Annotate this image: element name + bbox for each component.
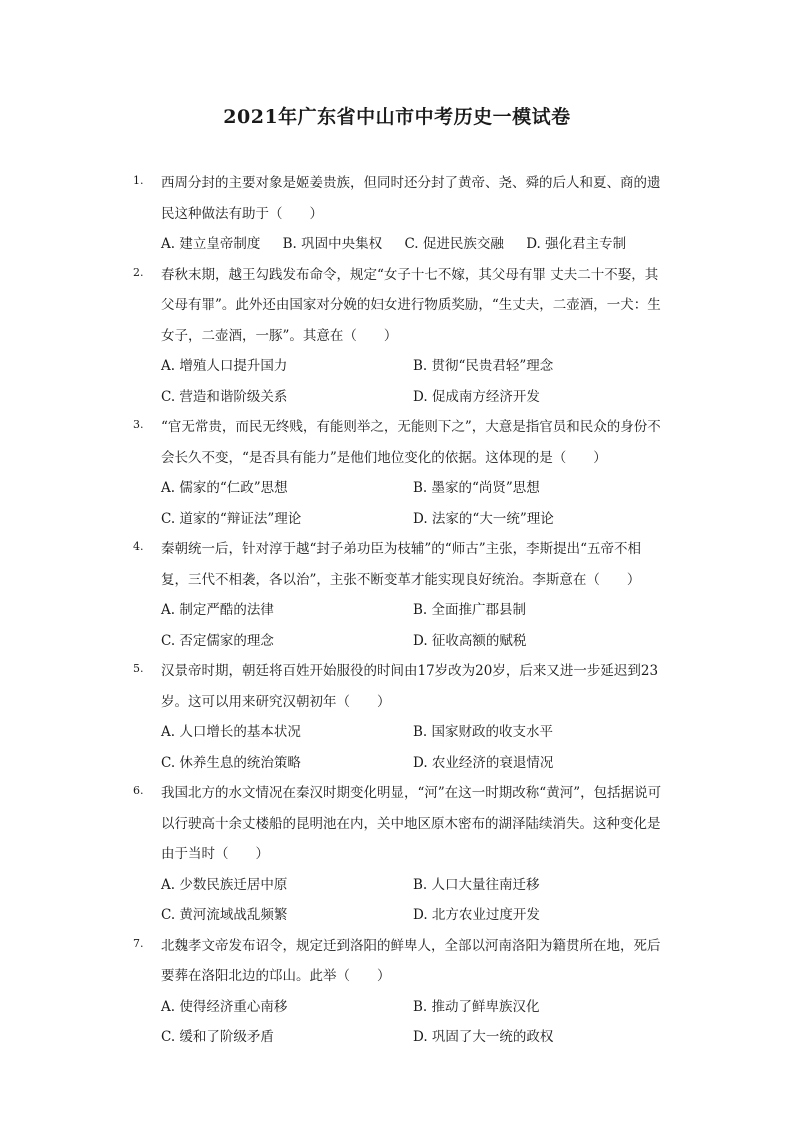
- option-c: C. 营造和谐阶级关系: [161, 388, 288, 405]
- question-number: 5.: [133, 662, 144, 675]
- option-c: C. 促进民族交融: [404, 236, 504, 252]
- option-d: D. 强化君主专制: [526, 236, 627, 252]
- option-a: A. 儒家的“仁政”思想: [161, 480, 288, 496]
- option-d: D. 巩固了大一统的政权: [413, 1029, 554, 1045]
- question-text: 汉景帝时期，朝廷将百姓开始服役的时间由17岁改为20岁，后来又进一步延迟到23岁。这可以用来研究汉朝初年（ ）: [161, 663, 659, 710]
- option-b: B. 墨家的“尚贤”思想: [413, 480, 540, 496]
- option-a: A. 使得经济重心南移: [161, 998, 288, 1015]
- question-number: 7.: [133, 936, 144, 950]
- option-b: B. 贯彻“民贵君轻”理念: [413, 358, 554, 374]
- option-b: B. 巩固中央集权: [282, 236, 383, 252]
- option-a: A. 制定严酷的法律: [161, 602, 274, 618]
- question-options: [161, 870, 666, 931]
- question-number: 6.: [133, 784, 144, 797]
- question-number: 3.: [133, 418, 144, 431]
- question-number: 4.: [133, 540, 144, 553]
- option-b: B. 全面推广郡县制: [413, 602, 527, 618]
- question-2: [0, 260, 794, 413]
- page-title: 2021年广东省中山市中考历史一模试卷: [223, 106, 571, 128]
- question-text: 秦朝统一后，针对淳于越“封子弟功臣为枝辅”的“师古”主张，李斯提出“五帝不相复，三代不相袭，各以治”，主张不断变革才能实现良好统治。李斯意在（ ）: [161, 541, 642, 588]
- question-3: [0, 412, 794, 534]
- question-text: 北魏孝文帝发布诏令，规定迁到洛阳的鲜卑人，全部以河南洛阳为籍贯所在地，死后要葬在洛阳北边的邙山。此举（ ）: [161, 937, 661, 984]
- question-text: 春秋末期，越王勾践发布命令，规定“女子十七不嫁，其父母有罪 丈夫二十不娶，其父母有罪”。此外还由国家对分娩的妇女进行物质奖励，“生丈夫，二壶酒，一犬：生女子，二壶酒，一豚”。其意在（ ）: [161, 266, 661, 344]
- question-options: [161, 992, 666, 1053]
- option-b: B. 推动了鲜卑族汉化: [413, 998, 540, 1015]
- question-1: [0, 168, 794, 260]
- option-d: D. 农业经济的衰退情况: [413, 754, 554, 771]
- option-d: D. 征收高额的赋税: [413, 632, 527, 649]
- question-text: 西周分封的主要对象是姬姜贵族，但同时还分封了黄帝、尧、舜的后人和夏、商的遗民这种做法有助于（ ）: [161, 175, 661, 222]
- question-options: [161, 229, 666, 260]
- question-options: [161, 473, 666, 534]
- question-4: [0, 534, 794, 656]
- question-list: [0, 168, 794, 1053]
- question-options: [161, 351, 666, 412]
- question-number: 2.: [133, 265, 144, 279]
- question-options: [161, 595, 666, 656]
- question-options: [161, 717, 666, 778]
- question-text: “官无常贵，而民无终贱，有能则举之，无能则下之”，大意是指官员和民众的身份不会长久不变，“是否具有能力”是他们地位变化的依据。这体现的是（ ）: [161, 419, 661, 466]
- question-6: [0, 778, 794, 931]
- option-c: C. 黄河流域战乱频繁: [161, 907, 288, 923]
- option-c: C. 休养生息的统治策略: [161, 754, 301, 771]
- question-number: 1.: [133, 174, 144, 187]
- option-a: A. 少数民族迁居中原: [161, 876, 288, 893]
- option-b: B. 人口大量往南迁移: [413, 876, 540, 893]
- option-b: B. 国家财政的收支水平: [413, 724, 554, 740]
- question-7: [0, 931, 794, 1053]
- option-a: A. 人口增长的基本状况: [161, 724, 301, 740]
- option-c: C. 否定儒家的理念: [161, 632, 274, 649]
- option-d: D. 北方农业过度开发: [413, 907, 540, 923]
- option-d: D. 法家的“大一统”理论: [413, 510, 554, 527]
- option-d: D. 促成南方经济开发: [413, 388, 540, 405]
- question-text: 我国北方的水文情况在秦汉时期变化明显，“河”在这一时期改称“黄河”，包括据说可以行驶高十余丈楼船的昆明池在内，关中地区原木密布的湖泽陆续消失。这种变化是由于当时（ ）: [161, 785, 662, 862]
- option-c: C. 道家的“辩证法”理论: [161, 510, 302, 527]
- option-a: A. 建立皇帝制度: [161, 236, 261, 252]
- question-5: [0, 656, 794, 778]
- option-c: C. 缓和了阶级矛盾: [161, 1029, 274, 1045]
- option-a: A. 增殖人口提升国力: [161, 358, 288, 374]
